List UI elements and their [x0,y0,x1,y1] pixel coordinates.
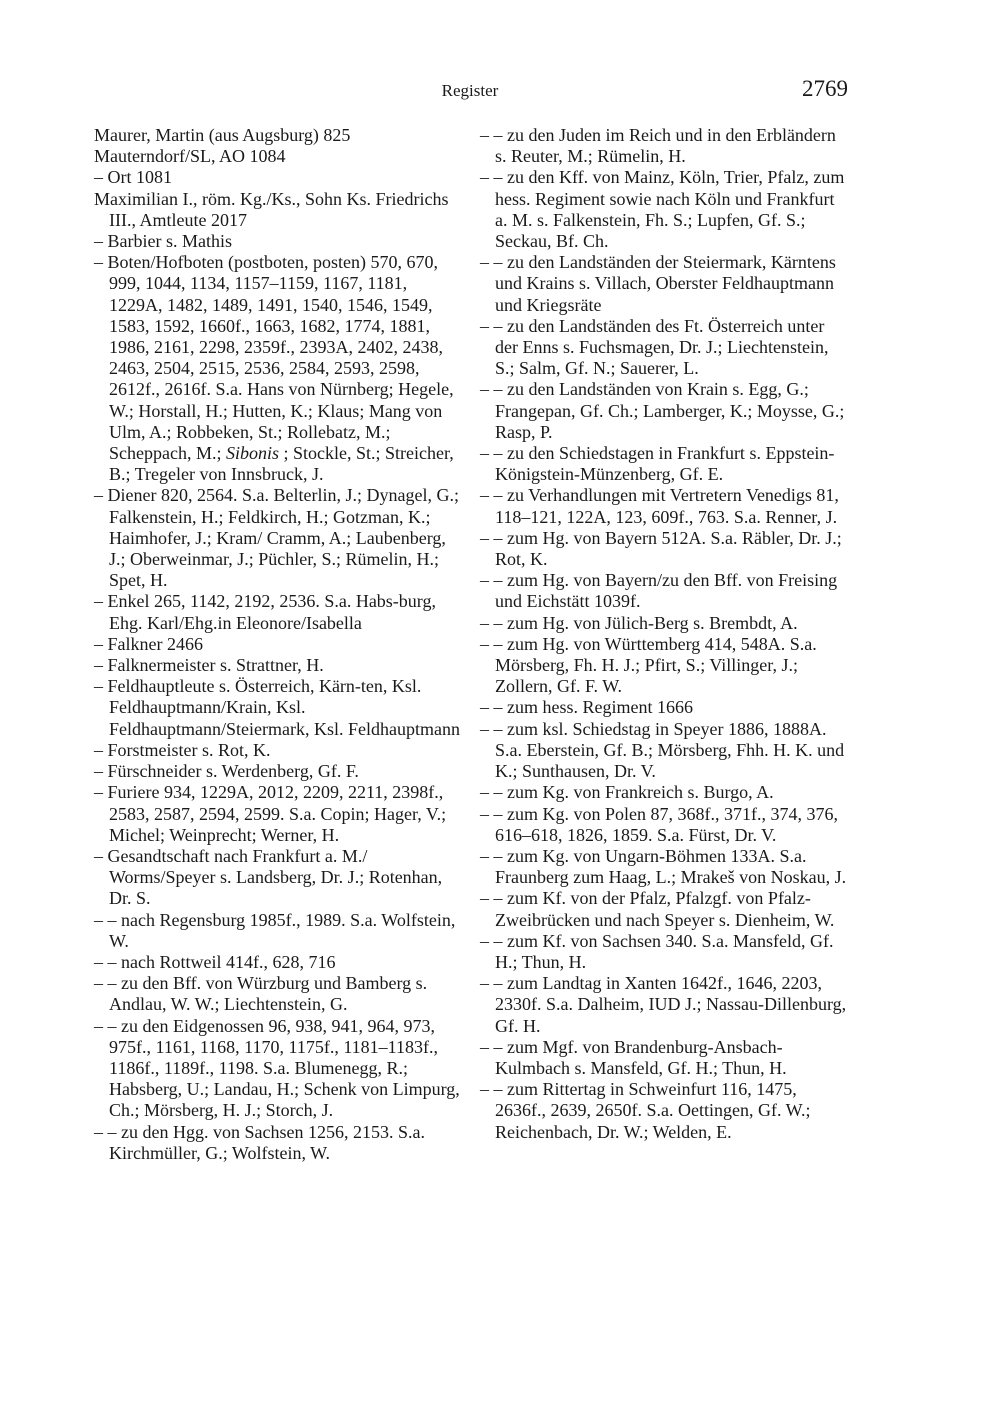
italic-term: Sibonis [225,443,279,464]
index-entry: – Fürschneider s. Werdenberg, Gf. F. [94,761,359,782]
index-entry: – – zu Verhandlungen mit Vertretern Venedigs 81, 118–121, 122A, 123, 609f., 763. S.a. Renner, J. [480,485,839,527]
index-entry: – – zum Kf. von Sachsen 340. S.a. Mansfeld, Gf. H.; Thun, H. [480,930,834,972]
index-entry: – Feldhauptleute s. Österreich, Kärn-ten, Ksl. Feldhauptmann/Krain, Ksl. Feldhauptmann/Steiermark, Ksl. Feldhauptmann [94,676,460,739]
index-entry: Maximilian I., röm. Kg./Ks., Sohn Ks. Friedrichs III., Amtleute 2017 [94,188,449,230]
boten-text-tail: ; Stockle, St.; Streicher, B.; Tregeler von Innsbruck, J. [109,443,454,485]
index-entry: – – zum Hg. von Bayern 512A. S.a. Räbler, Dr. J.; Rot, K. [480,527,842,570]
index-entry: Mauterndorf/SL, AO 1084 [94,146,286,167]
index-entry: – Barbier s. Mathis [94,231,232,252]
index-entry: – – zum Landtag in Xanten 1642f., 1646, 2203, 2330f. S.a. Dalheim, IUD J.; Nassau-Dillenburg, Gf. H. [480,973,847,1036]
index-entry: – Falkner 2466 [94,633,203,654]
index-entry: – – zu den Bff. von Würzburg und Bamberg s. Andlau, W. W.; Liechtenstein, G. [94,973,428,1015]
index-entry: – Furiere 934, 1229A, 2012, 2209, 2211, 2398f., 2583, 2587, 2594, 2599. S.a. Copin; Hager, V.; Michel; Weinprecht; Werner, H. [94,782,447,845]
index-entry: – – zu den Juden im Reich und in den Erbländern s. Reuter, M.; Rümelin, H. [480,125,836,167]
index-entry: – – zu den Eidgenossen 96, 938, 941, 964, 973, 975f., 1161, 1168, 1170, 1175f., 1181–1183f., 1186f., 1189f., 1198. S.a. Blumenegg, R.; Habsberg, U.; Landau, H.; Schenk von Limpurg, Ch.; Mörsberg, H. J.; Storch, J. [94,1015,460,1121]
index-entry: – – zu den Landständen des Ft. Österreich unter der Enns s. Fuchsmagen, Dr. J.; Liechtenstein, S.; Salm, Gf. N.; Sauerer, L. [480,315,829,379]
index-entry: – – zum Kg. von Polen 87, 368f., 371f., 374, 376, 616–618, 1826, 1859. S.a. Fürst, Dr. V. [480,803,838,845]
index-entry: – – zum hess. Regiment 1666 [480,697,693,718]
index-entry: – – zum ksl. Schiedstag in Speyer 1886, 1888A. S.a. Eberstein, Gf. B.; Mörsberg, Fhh. H. K. und K.; Sunthausen, Dr. V. [480,718,845,782]
index-entry: – – zu den Schiedstagen in Frankfurt s. Eppstein-Königstein-Münzenberg, Gf. E. [480,443,835,485]
index-entry: – – zum Kf. von der Pfalz, Pfalzgf. von Pfalz-Zweibrücken und nach Speyer s. Dienheim, W. [480,888,835,930]
index-entry: – Gesandtschaft nach Frankfurt a. M./ Worms/Speyer s. Landsberg, Dr. J.; Rotenhan, Dr. S. [94,845,443,909]
index-entry: – – zu den Landständen von Krain s. Egg, G.; Frangepan, Gf. Ch.; Lamberger, K.; Moysse, G.; Rasp, P. [480,379,845,442]
right-index-column [480,125,848,1143]
page-number: 2769 [802,76,848,101]
index-entry: – – zum Hg. von Jülich-Berg s. Brembdt, A. [480,612,798,633]
index-entry: – – zu den Kff. von Mainz, Köln, Trier, Pfalz, zum hess. Regiment sowie nach Köln und Frankfurt a. M. s. Falkenstein, Fh. S.; Lupfen, Gf. S.; Seckau, Bf. Ch. [480,167,845,252]
index-entry: – – zu den Hgg. von Sachsen 1256, 2153. S.a. Kirchmüller, G.; Wolfstein, W. [94,1121,425,1163]
index-entry: – – zu den Landständen der Steiermark, Kärntens und Krains s. Villach, Oberster Feldhauptmann und Kriegsräte [480,252,836,315]
running-header-title: Register [441,81,499,100]
index-entry: – – nach Rottweil 414f., 628, 716 [94,951,336,972]
index-entry: – – zum Hg. von Bayern/zu den Bff. von Freising und Eichstätt 1039f. [480,570,838,612]
boten-text: – Boten/Hofboten (postboten, posten) 570, 670, 999, 1044, 1134, 1157–1159, 1167, 1181, 1229A, 1482, 1489, 1491, 1540, 1546, 1549, 1583, 1592, 1660f., 1663, 1682, 1774, 1881, 1986, 2161, 2298, 2359f., 2393A, 2402, 2438, 2463, 2504, 2515, 2536, 2584, 2593, 2598, 2612f., 2616f. S.a. Hans von Nürnberg; Hegele, W.; Horstall, H.; Hutten, K.; Klaus; Mang von Ulm, A.; Robbeken, St.; Rollebatz, M.; Scheppach, M.; [94,252,454,464]
index-entry: – – zum Rittertag in Schweinfurt 116, 1475, 2636f., 2639, 2650f. S.a. Oettingen, Gf. W.; Reichenbach, Dr. W.; Welden, E. [480,1079,811,1142]
index-entry: Maurer, Martin (aus Augsburg) 825 [94,125,351,145]
left-index-column [94,125,462,1164]
index-entry: – – zum Kg. von Ungarn-Böhmen 133A. S.a. Fraunberg zum Haag, L.; Mrakeš von Noskau, J. [480,845,847,888]
index-entry: – Forstmeister s. Rot, K. [94,739,271,760]
index-entry: – – nach Regensburg 1985f., 1989. S.a. Wolfstein, W. [94,909,456,951]
index-entry: – Enkel 265, 1142, 2192, 2536. S.a. Habs-burg, Ehg. Karl/Ehg.in Eleonore/Isabella [94,591,436,633]
index-entry: – Ort 1081 [94,167,172,188]
index-entry: – – zum Kg. von Frankreich s. Burgo, A. [480,782,774,803]
index-entry: – Falknermeister s. Strattner, H. [94,655,324,676]
index-entry: – – zum Mgf. von Brandenburg-Ansbach-Kulmbach s. Mansfeld, Gf. H.; Thun, H. [480,1036,787,1078]
index-entry-boten [94,252,462,485]
index-entry: – Diener 820, 2564. S.a. Belterlin, J.; Dynagel, G.; Falkenstein, H.; Feldkirch, H.; Gotzman, K.; Haimhofer, J.; Kram/ Cramm, A.; Laubenberg, J.; Oberweinmar, J.; Püchler, S.; Rümelin, H.; Spet, H. [94,485,459,591]
index-entry: – – zum Hg. von Württemberg 414, 548A. S.a. Mörsberg, Fh. H. J.; Pfirt, S.; Villinger, J.; Zollern, Gf. F. W. [480,633,817,697]
